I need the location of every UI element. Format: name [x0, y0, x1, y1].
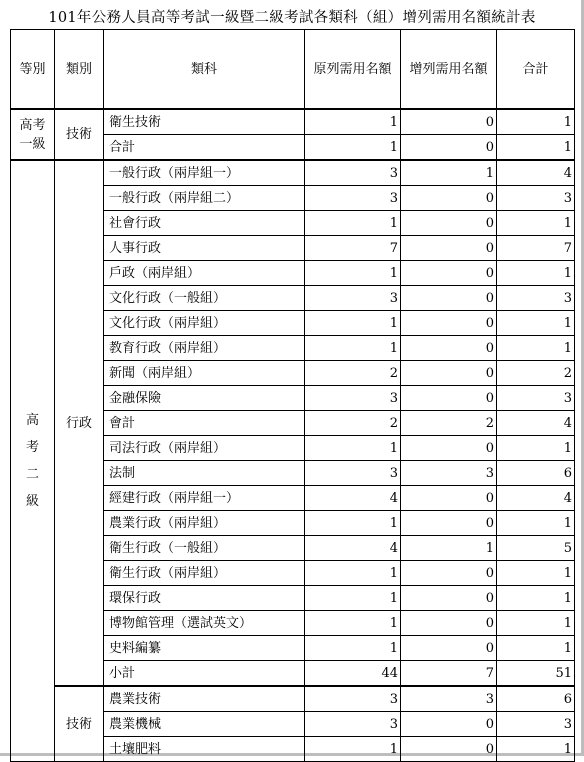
total-count-cell: 1 — [497, 586, 575, 611]
table-row — [11, 160, 575, 186]
original-count-cell: 1 — [305, 261, 401, 286]
original-count-cell: 2 — [305, 411, 401, 436]
original-count-cell: 1 — [305, 636, 401, 661]
staffing-table — [10, 29, 575, 762]
added-count-cell: 0 — [401, 611, 497, 636]
subject-cell: 教育行政（兩岸組） — [104, 336, 305, 361]
original-count-cell: 2 — [305, 361, 401, 386]
total-count-cell: 3 — [497, 286, 575, 311]
added-count-cell: 0 — [401, 586, 497, 611]
original-count-cell: 1 — [305, 211, 401, 236]
original-count-cell: 7 — [305, 236, 401, 261]
total-count-cell: 1 — [497, 336, 575, 361]
subject-cell: 農業行政（兩岸組） — [104, 511, 305, 536]
subject-cell: 衛生行政（一般組） — [104, 536, 305, 561]
added-count-cell: 1 — [401, 536, 497, 561]
subject-cell: 會計 — [104, 411, 305, 436]
subject-cell: 法制 — [104, 461, 305, 486]
total-count-cell: 4 — [497, 486, 575, 511]
total-count-cell: 1 — [497, 511, 575, 536]
header-category: 類別 — [55, 30, 104, 110]
added-count-cell: 0 — [401, 386, 497, 411]
subject-cell: 小計 — [104, 661, 305, 687]
added-count-cell: 0 — [401, 336, 497, 361]
total-count-cell: 5 — [497, 536, 575, 561]
subject-cell: 環保行政 — [104, 586, 305, 611]
level-label: 高考二級 — [25, 413, 39, 509]
original-count-cell: 1 — [305, 586, 401, 611]
subject-cell: 史料編纂 — [104, 636, 305, 661]
original-count-cell: 3 — [305, 712, 401, 737]
subject-cell: 人事行政 — [104, 236, 305, 261]
subject-cell: 一般行政（兩岸組二） — [104, 186, 305, 211]
added-count-cell: 3 — [401, 461, 497, 486]
level-cell — [11, 109, 55, 160]
total-count-cell: 4 — [497, 411, 575, 436]
total-count-cell: 1 — [497, 109, 575, 135]
original-count-cell: 1 — [305, 561, 401, 586]
subject-cell: 博物館管理（選試英文） — [104, 611, 305, 636]
added-count-cell: 3 — [401, 686, 497, 712]
total-count-cell: 1 — [497, 436, 575, 461]
total-count-cell: 1 — [497, 261, 575, 286]
subject-cell: 農業技術 — [104, 686, 305, 712]
category-cell: 技術 — [55, 109, 104, 160]
original-count-cell: 1 — [305, 135, 401, 161]
total-count-cell: 6 — [497, 686, 575, 712]
added-count-cell: 0 — [401, 286, 497, 311]
header-level: 等別 — [11, 30, 55, 110]
added-count-cell: 0 — [401, 311, 497, 336]
total-count-cell: 3 — [497, 386, 575, 411]
added-count-cell: 0 — [401, 186, 497, 211]
subject-cell: 合計 — [104, 135, 305, 161]
original-count-cell: 4 — [305, 536, 401, 561]
added-count-cell: 0 — [401, 236, 497, 261]
original-count-cell: 3 — [305, 461, 401, 486]
original-count-cell: 3 — [305, 386, 401, 411]
original-count-cell: 3 — [305, 286, 401, 311]
subject-cell: 新聞（兩岸組） — [104, 361, 305, 386]
added-count-cell: 0 — [401, 261, 497, 286]
category-cell: 技術 — [55, 686, 104, 762]
subject-cell: 金融保險 — [104, 386, 305, 411]
subject-cell: 土壤肥料 — [104, 737, 305, 762]
total-count-cell: 1 — [497, 737, 575, 762]
total-count-cell: 7 — [497, 236, 575, 261]
header-total: 合計 — [497, 30, 575, 110]
subject-cell: 社會行政 — [104, 211, 305, 236]
level-cell — [11, 160, 55, 762]
added-count-cell: 0 — [401, 486, 497, 511]
added-count-cell: 0 — [401, 636, 497, 661]
document-title: 101年公務人員高等考試一級暨二級考試各類科（組）增列需用名額統計表 — [48, 10, 536, 26]
added-count-cell: 0 — [401, 135, 497, 161]
added-count-cell: 0 — [401, 109, 497, 135]
original-count-cell: 3 — [305, 686, 401, 712]
total-count-cell: 1 — [497, 211, 575, 236]
subject-cell: 衛生行政（兩岸組） — [104, 561, 305, 586]
header-subject: 類科 — [104, 30, 305, 110]
total-count-cell: 4 — [497, 160, 575, 186]
table-row — [11, 109, 575, 135]
category-cell: 行政 — [55, 160, 104, 686]
added-count-cell: 0 — [401, 361, 497, 386]
original-count-cell: 1 — [305, 336, 401, 361]
added-count-cell: 0 — [401, 737, 497, 762]
original-count-cell: 1 — [305, 611, 401, 636]
original-count-cell: 1 — [305, 311, 401, 336]
total-count-cell: 1 — [497, 636, 575, 661]
original-count-cell: 1 — [305, 436, 401, 461]
subject-cell: 戶政（兩岸組） — [104, 261, 305, 286]
added-count-cell: 0 — [401, 211, 497, 236]
level-label: 高考一級 — [19, 117, 46, 152]
header-original: 原列需用名額 — [305, 30, 401, 110]
header-added: 增列需用名額 — [401, 30, 497, 110]
original-count-cell: 1 — [305, 109, 401, 135]
total-count-cell: 2 — [497, 361, 575, 386]
added-count-cell: 0 — [401, 561, 497, 586]
table-body — [11, 109, 575, 762]
total-count-cell: 3 — [497, 712, 575, 737]
added-count-cell: 1 — [401, 160, 497, 186]
total-count-cell: 1 — [497, 561, 575, 586]
subject-cell: 司法行政（兩岸組） — [104, 436, 305, 461]
subject-cell: 衛生技術 — [104, 109, 305, 135]
added-count-cell: 2 — [401, 411, 497, 436]
subject-cell: 農業機械 — [104, 712, 305, 737]
added-count-cell: 0 — [401, 712, 497, 737]
total-count-cell: 1 — [497, 611, 575, 636]
original-count-cell: 3 — [305, 186, 401, 211]
subject-cell: 經建行政（兩岸組一） — [104, 486, 305, 511]
total-count-cell: 1 — [497, 311, 575, 336]
added-count-cell: 0 — [401, 436, 497, 461]
original-count-cell: 4 — [305, 486, 401, 511]
table-header-row — [11, 30, 575, 110]
added-count-cell: 7 — [401, 661, 497, 687]
original-count-cell: 1 — [305, 511, 401, 536]
total-count-cell: 51 — [497, 661, 575, 687]
table-row — [11, 686, 575, 712]
added-count-cell: 0 — [401, 511, 497, 536]
subject-cell: 文化行政（一般組） — [104, 286, 305, 311]
total-count-cell: 6 — [497, 461, 575, 486]
subject-cell: 文化行政（兩岸組） — [104, 311, 305, 336]
original-count-cell: 3 — [305, 160, 401, 186]
subject-cell: 一般行政（兩岸組一） — [104, 160, 305, 186]
original-count-cell: 1 — [305, 737, 401, 762]
total-count-cell: 1 — [497, 135, 575, 161]
total-count-cell: 3 — [497, 186, 575, 211]
original-count-cell: 44 — [305, 661, 401, 687]
